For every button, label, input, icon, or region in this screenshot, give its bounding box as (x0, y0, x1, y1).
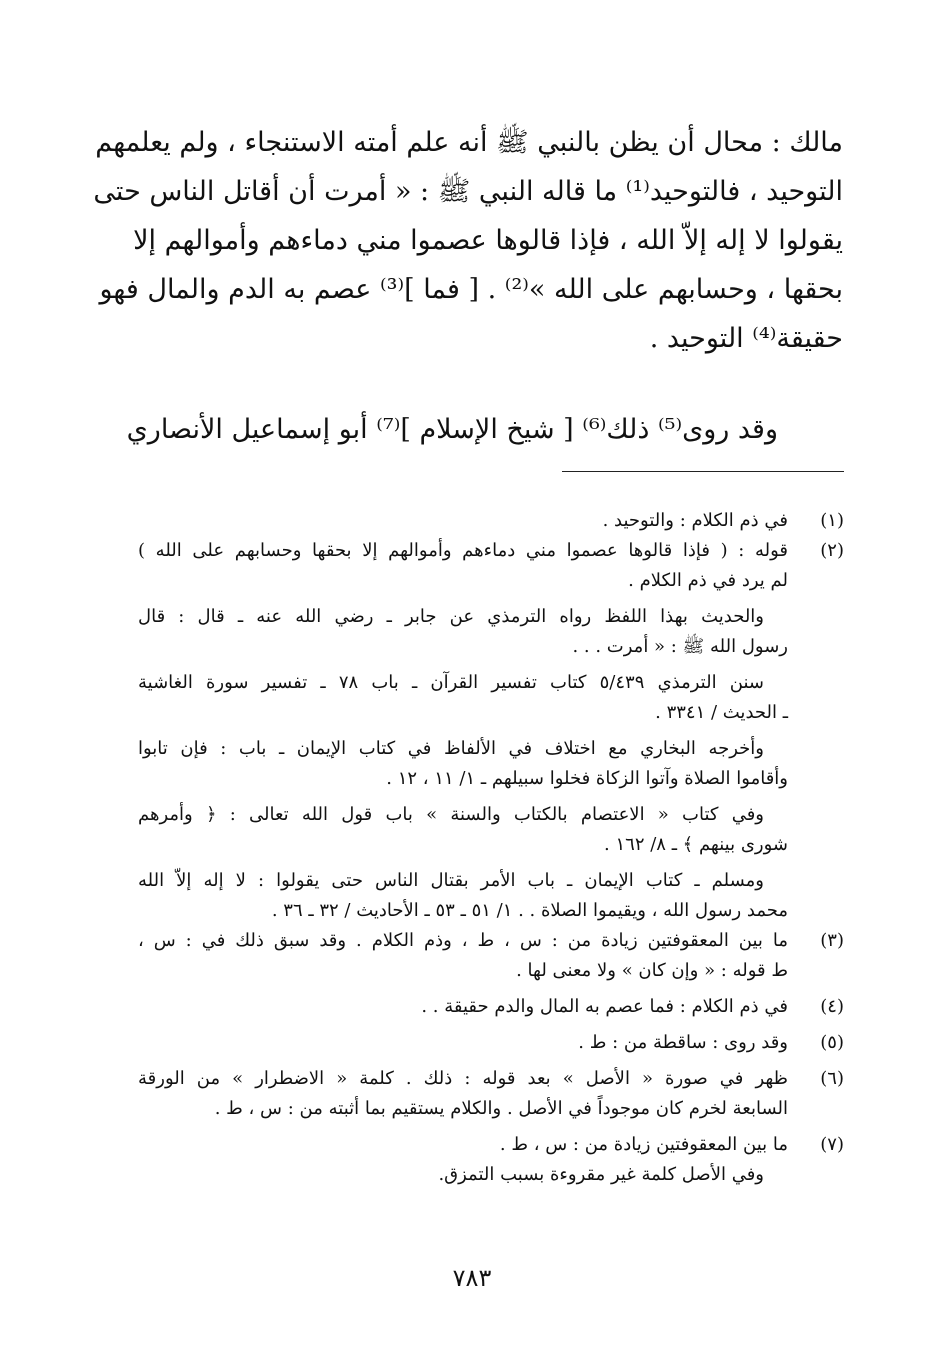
footnote-text-line: ظهر في صورة « الأصل » بعد قوله : ذلك . كلمة « الاضطرار » من الورقة (138, 1068, 788, 1089)
footnote-text-line: وفي كتاب « الاعتصام بالكتاب والسنة » باب قول الله تعالى : ﴿ وأمرهم (138, 804, 764, 825)
footnote-6 (138, 1064, 844, 1124)
continuation-line: وقد روى⁽⁵⁾ ذلك⁽⁶⁾ [ شيخ الإسلام ]⁽⁷⁾ أبو إسماعيل الأنصاري (126, 414, 778, 445)
footnote-text-line: في ذم الكلام : والتوحيد . (602, 510, 788, 531)
footnote-text-line: ما بين المعقوفتين زيادة من : س ، ط ، وذم الكلام . وقد سبق ذلك في : س ، (138, 930, 788, 951)
main-text-line: حقيقة⁽⁴⁾ التوحيد . (649, 323, 843, 354)
footnote-separator (562, 471, 844, 472)
footnote-4 (138, 992, 844, 1022)
footnote-number: (٥) (820, 1032, 844, 1053)
page-number: ٧٨٣ (452, 1264, 492, 1292)
footnote-text-line: وفي الأصل كلمة غير مقروءة بسبب التمزق. (438, 1164, 764, 1185)
footnote-text-line: ط قوله : « وإن كان » ولا معنى لها . (516, 960, 788, 981)
main-text-block (93, 118, 843, 363)
footnote-text-line: سنن الترمذي ٥/٤٣٩ كتاب تفسير القرآن ـ باب ٧٨ ـ تفسير سورة الغاشية (138, 672, 764, 693)
main-text-line: مالك : محال أن يظن بالنبي ﷺ أنه علم أمته الاستنجاء ، ولم يعلمهم (95, 127, 843, 158)
footnote-3 (138, 926, 844, 986)
footnote-text-line: شورى بينهم ﴾ ـ ٨/ ١٦٢ . (604, 834, 788, 855)
footnote-text-line: في ذم الكلام : فما عصم به المال والدم حقيقة . . (421, 996, 788, 1017)
footnote-number: (٦) (820, 1068, 844, 1089)
footnote-number: (٧) (820, 1134, 844, 1155)
footnote-2 (138, 536, 844, 926)
footnote-text-line: والحديث بهذا اللفظ رواه الترمذي عن جابر ـ رضي الله عنه ـ قال : قال (138, 606, 764, 627)
footnote-text-line: وقد روى : ساقطة من : ط . (578, 1032, 788, 1053)
footnote-text-line: محمد رسول الله ، ويقيموا الصلاة . . ١/ ٥١ ـ ٥٣ ـ الأحاديث / ٣٢ ـ ٣٦ . (271, 900, 788, 921)
footnotes-section (138, 506, 844, 1190)
footnote-7 (138, 1130, 844, 1190)
footnote-text-line: قوله : ( فإذا قالوها عصموا مني دماءهم وأموالهم إلا بحقها وحسابهم على الله ) (138, 540, 788, 561)
footnote-text-line: وأخرجه البخاري مع اختلاف في الألفاظ في كتاب الإيمان ـ باب : فإن تابوا (138, 738, 764, 759)
footnote-1 (138, 506, 844, 536)
footnote-text-line: ومسلم ـ كتاب الإيمان ـ باب الأمر بقتال الناس حتى يقولوا : لا إله إلاّ الله (138, 870, 764, 891)
footnote-text-line: لم يرد في ذم الكلام . (628, 570, 788, 591)
footnote-number: (٢) (820, 540, 844, 561)
footnote-number: (١) (820, 510, 844, 531)
footnote-number: (٣) (820, 930, 844, 951)
main-text-line: التوحيد ، فالتوحيد⁽¹⁾ ما قاله النبي ﷺ : « أمرت أن أقاتل الناس حتى (93, 176, 843, 207)
footnote-text-line: السابعة لخرم كان موجوداً في الأصل . والكلام يستقيم بما أثبته من : س ، ط . (214, 1098, 788, 1119)
main-text-line: يقولوا لا إله إلاّ الله ، فإذا قالوها عصموا مني دماءهم وأموالهم إلا (133, 225, 843, 256)
footnote-text-line: ما بين المعقوفتين زيادة من : س ، ط . (499, 1134, 788, 1155)
footnote-number: (٤) (820, 996, 844, 1017)
footnote-5 (138, 1028, 844, 1058)
footnote-text-line: رسول الله ﷺ : « أمرت . . . (572, 636, 788, 657)
footnote-text-line: وأقاموا الصلاة وآتوا الزكاة فخلوا سبيلهم ـ ١/ ١١ ، ١٢ . (386, 768, 788, 789)
main-text-line: بحقها ، وحسابهم على الله »⁽²⁾ . [ فما ]⁽³⁾ عصم به الدم والمال فهو (99, 274, 843, 305)
footnote-text-line: ـ الحديث / ٣٣٤١ . (655, 702, 788, 723)
